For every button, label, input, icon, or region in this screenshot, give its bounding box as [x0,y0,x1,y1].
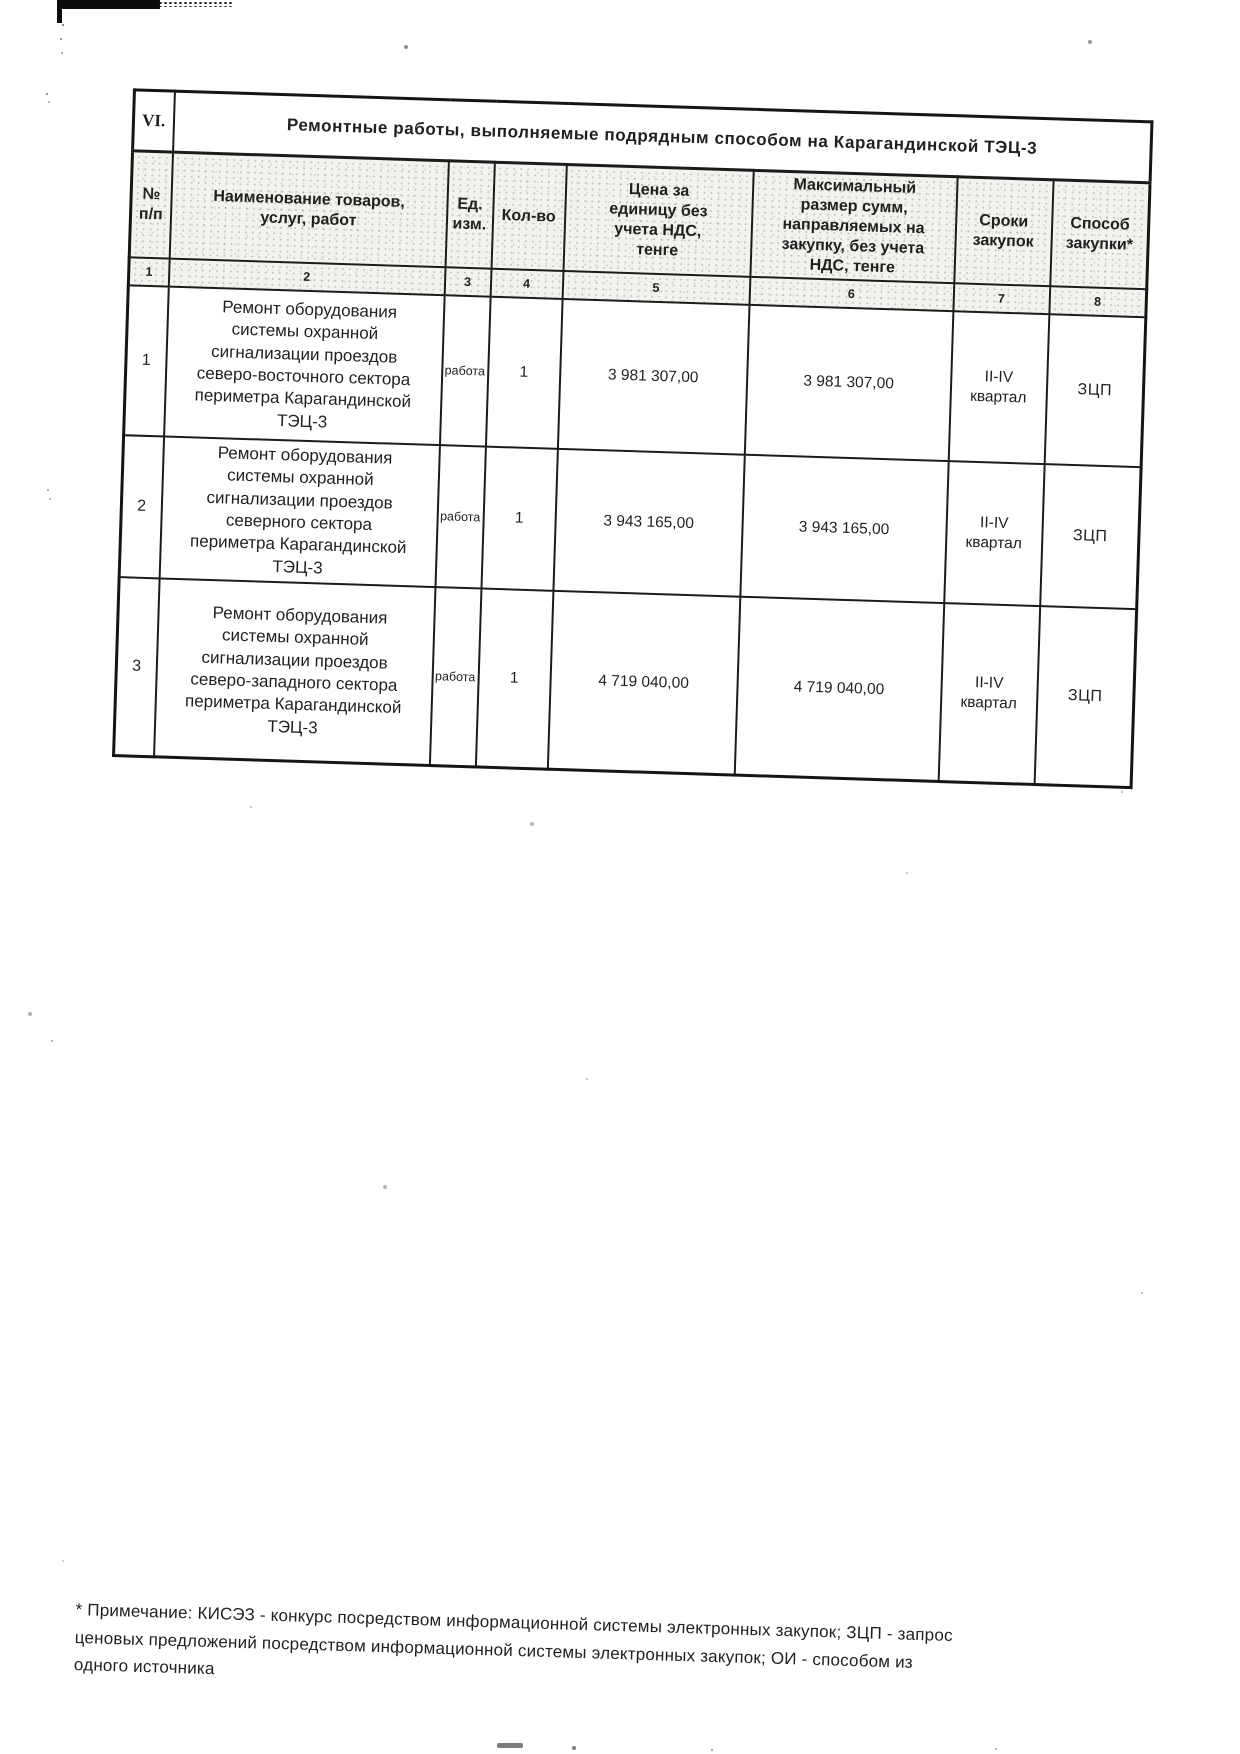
row-3-unit-price: 4 719 040,00 [547,591,740,775]
col-header-timing: Сроки закупок [954,177,1053,286]
row-3-name: Ремонт оборудования системы охранной сигнализации проездов северо-западного сектора периметра Карагандинской ТЭЦ-3 [154,578,435,765]
row-1-unit: работа [439,295,490,446]
col-header-unit-price: Цена за единицу без учета НДС, тенге [563,164,753,276]
col-num-4: 4 [490,269,563,299]
scan-noise-specks [0,0,2,2]
row-3-method: ЗЦП [1034,606,1137,787]
row-2-max-amount: 3 943 165,00 [740,455,948,603]
row-3-unit: работа [429,587,481,767]
col-num-2: 2 [168,259,445,296]
col-num-7: 7 [953,283,1050,314]
row-2-method: ЗЦП [1040,464,1141,609]
row-2-unit: работа [435,445,485,588]
procurement-table-wrap [112,88,1151,789]
col-num-1: 1 [128,257,169,286]
row-3-number: 3 [114,577,160,757]
row-1-qty: 1 [485,297,562,449]
row-1-method: ЗЦП [1044,314,1146,467]
row-1-number: 1 [124,285,169,436]
col-header-method: Способ закупки* [1050,180,1150,289]
row-2-name: Ремонт оборудования системы охранной сигнализации проездов северного сектора периметра Карагандинской ТЭЦ-3 [159,436,439,587]
row-1-timing: II-IV квартал [948,311,1049,464]
section-number: VI. [133,90,175,152]
row-3-max-amount: 4 719 040,00 [734,597,944,782]
col-num-3: 3 [444,267,491,296]
col-header-qty: Кол-во [491,162,566,271]
row-3-qty: 1 [475,589,553,770]
section-title: Ремонтные работы, выполняемые подрядным способом на Карагандинской ТЭЦ-3 [173,91,1152,183]
row-1-name: Ремонт оборудования системы охранной сигнализации проездов северо-восточного сектора периметра Карагандинской ТЭЦ-3 [164,287,445,446]
footnote: * Примечание: КИСЭЗ - конкурс посредством информационной системы электронных закупок; ЗЦП - запрос ценовых предложений посредством информационной системы электронных закупок; ОИ - способом из одного источника [73,1599,953,1679]
row-2-timing: II-IV квартал [944,461,1044,606]
row-2-unit-price: 3 943 165,00 [553,449,744,597]
col-header-unit: Ед. изм. [445,161,494,269]
col-header-max-amount: Максимальный размер сумм, направляемых на закупку, без учета НДС, тенге [750,170,957,283]
col-num-5: 5 [562,271,750,305]
procurement-table [112,88,1154,789]
col-num-6: 6 [749,277,954,311]
row-2-qty: 1 [481,447,557,591]
row-2-number: 2 [119,435,163,578]
row-1-unit-price: 3 981 307,00 [557,299,749,455]
row-1-max-amount: 3 981 307,00 [744,305,953,461]
table-row [114,577,1137,787]
scan-artifact-bottom [497,1743,523,1748]
col-num-8: 8 [1049,286,1147,317]
row-3-timing: II-IV квартал [938,603,1040,784]
scan-artifact-top-left [57,0,160,9]
col-header-name: Наименование товаров, услуг, работ [169,152,448,267]
col-header-no: № п/п [129,151,172,259]
